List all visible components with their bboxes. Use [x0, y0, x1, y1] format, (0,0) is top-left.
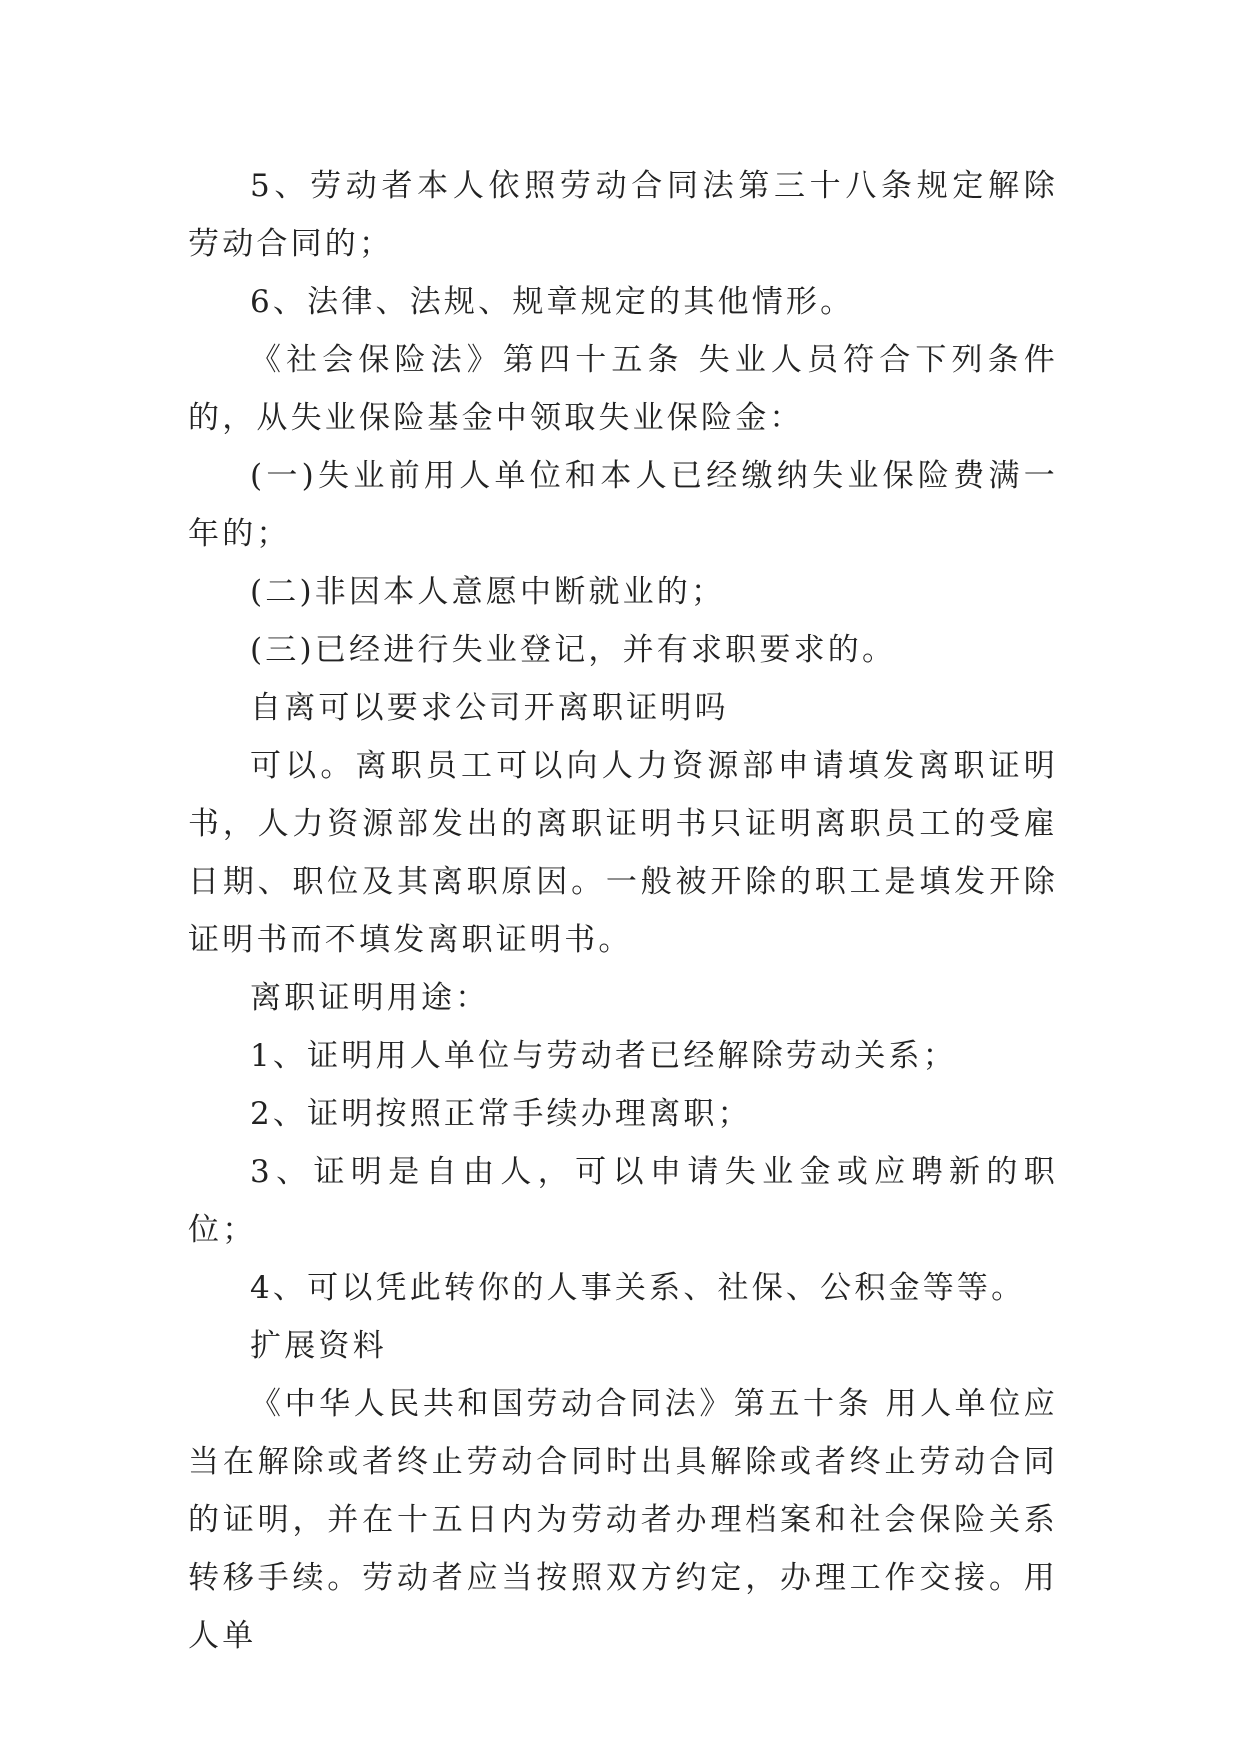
paragraph-item-6: 6、法律、法规、规章规定的其他情形。	[250, 284, 855, 320]
resignation-certificate-answer: 可以。离职员工可以向人力资源部申请填发离职证明书，人力资源部发出的离职证明书只证明离职员工的受雇日期、职位及其离职原因。一般被开除的职工是填发开除证明书而不填发离职证明书。	[188, 748, 1058, 958]
condition-1: (一)失业前用人单位和本人已经缴纳失业保险费满一年的；	[188, 458, 1058, 552]
labor-contract-law-article-50: 《中华人民共和国劳动合同法》第五十条 用人单位应当在解除或者终止劳动合同时出具解除或者终止劳动合同的证明，并在十五日内为劳动者办理档案和社会保险关系转移手续。劳动者应当按照双方约定，办理工作交接。用人单	[188, 1386, 1058, 1654]
certificate-use-4: 4、可以凭此转你的人事关系、社保、公积金等等。	[250, 1270, 1026, 1306]
condition-2: (二)非因本人意愿中断就业的；	[250, 574, 726, 610]
extended-material-heading: 扩展资料	[250, 1328, 387, 1364]
document-body	[188, 157, 1058, 1665]
condition-3: (三)已经进行失业登记，并有求职要求的。	[250, 632, 897, 668]
paragraph-item-5: 5、劳动者本人依照劳动合同法第三十八条规定解除劳动合同的；	[188, 168, 1058, 262]
certificate-use-3: 3、证明是自由人，可以申请失业金或应聘新的职位；	[188, 1154, 1058, 1248]
certificate-uses-heading: 离职证明用途：	[250, 980, 490, 1016]
social-insurance-law-article-45: 《社会保险法》第四十五条 失业人员符合下列条件的，从失业保险基金中领取失业保险金：	[188, 342, 1058, 436]
section-heading-resignation-certificate: 自离可以要求公司开离职证明吗	[250, 690, 729, 726]
certificate-use-1: 1、证明用人单位与劳动者已经解除劳动关系；	[250, 1038, 957, 1074]
certificate-use-2: 2、证明按照正常手续办理离职；	[250, 1096, 752, 1132]
